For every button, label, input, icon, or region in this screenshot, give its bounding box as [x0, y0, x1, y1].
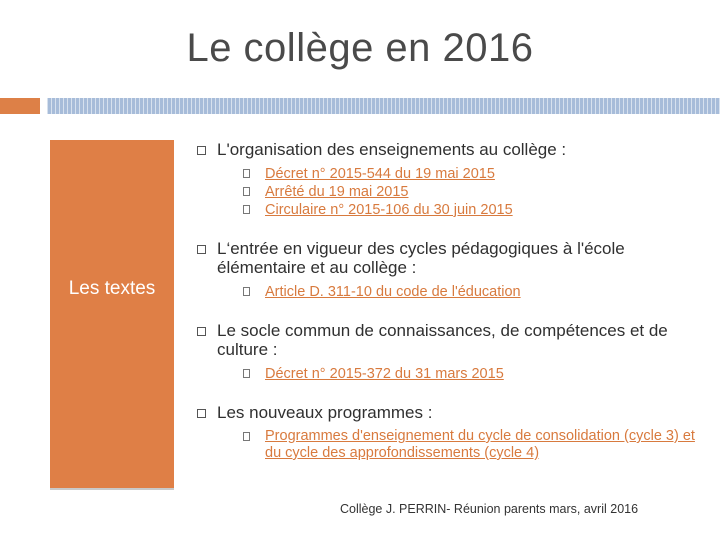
sub-item	[217, 201, 695, 219]
square-bullet-icon	[243, 205, 250, 214]
sub-list	[217, 283, 695, 301]
list-item	[195, 321, 695, 383]
sub-item	[217, 183, 695, 201]
circulaire-2015-106-link[interactable]: Circulaire n° 2015-106 du 30 juin 2015	[265, 202, 513, 218]
sub-item	[217, 165, 695, 183]
square-bullet-icon	[243, 287, 250, 296]
square-bullet-icon	[197, 146, 206, 155]
list-item-text: L‘entrée en vigueur des cycles pédagogiques à l'école élémentaire et au collège :	[217, 239, 625, 277]
sub-list	[217, 365, 695, 383]
bullet-list	[195, 140, 695, 476]
decret-2015-372-link[interactable]: Décret n° 2015-372 du 31 mars 2015	[265, 366, 504, 382]
slide-title: Le collège en 2016	[186, 26, 534, 70]
programmes-cycles-link[interactable]: Programmes d'enseignement du cycle de consolidation (cycle 3) et du cycle des approfondissements (cycle 4)	[265, 428, 695, 461]
sidebar-label: Les textes	[68, 278, 156, 299]
list-item-text: Les nouveaux programmes :	[217, 403, 433, 422]
footer-text: Collège J. PERRIN- Réunion parents mars, avril 2016	[340, 502, 639, 516]
square-bullet-icon	[197, 409, 206, 418]
sub-list	[217, 165, 695, 219]
arrete-19-mai-link[interactable]: Arrêté du 19 mai 2015	[265, 184, 409, 200]
list-item	[195, 403, 695, 462]
square-bullet-icon	[197, 327, 206, 336]
sub-item	[217, 428, 695, 462]
sub-list	[217, 428, 695, 462]
decret-2015-544-link[interactable]: Décret n° 2015-544 du 19 mai 2015	[265, 166, 495, 182]
list-item	[195, 239, 695, 301]
orange-accent-bar	[0, 98, 40, 114]
blue-accent-bar	[47, 98, 720, 114]
sub-item	[217, 365, 695, 383]
list-item-text: Le socle commun de connaissances, de compétences et de culture :	[217, 321, 668, 359]
square-bullet-icon	[197, 245, 206, 254]
article-d311-10-link[interactable]: Article D. 311-10 du code de l'éducation	[265, 284, 521, 300]
sidebar-panel	[50, 140, 174, 490]
sub-item	[217, 283, 695, 301]
square-bullet-icon	[243, 169, 250, 178]
square-bullet-icon	[243, 369, 250, 378]
square-bullet-icon	[243, 187, 250, 196]
list-item-text: L'organisation des enseignements au collège :	[217, 140, 567, 159]
square-bullet-icon	[243, 432, 250, 441]
list-item	[195, 140, 695, 219]
